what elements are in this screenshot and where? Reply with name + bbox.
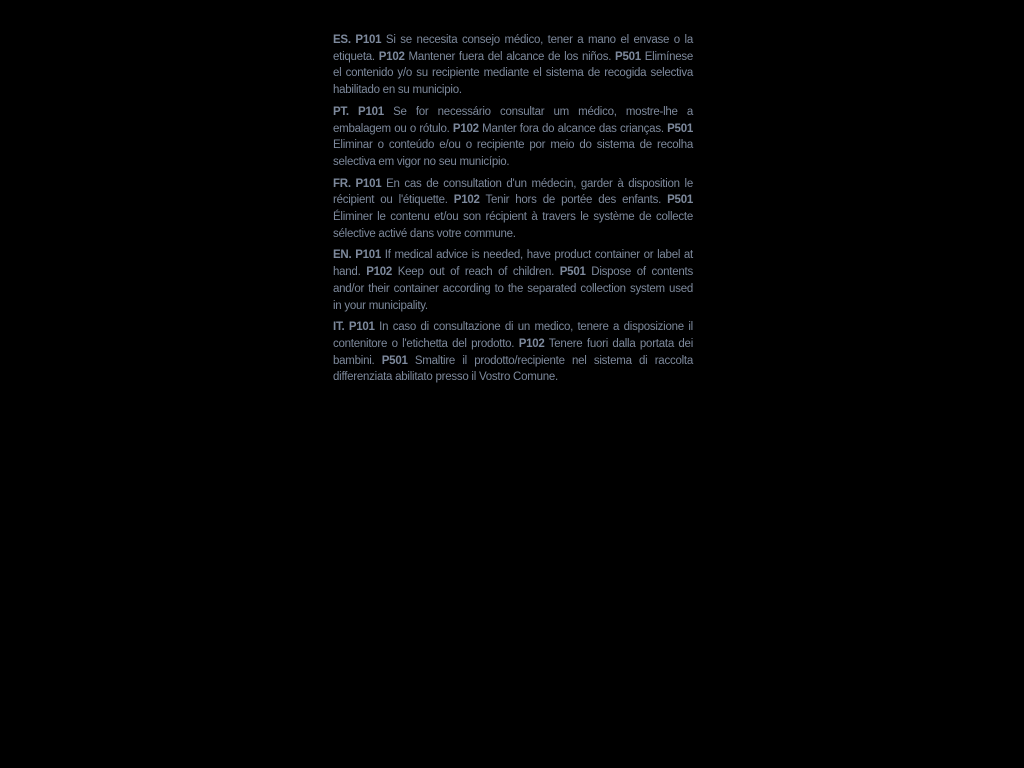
p101-code: P101 (358, 105, 384, 118)
p101-code: P101 (348, 321, 375, 334)
p102-text: Tenir hors de portée des enfants. (479, 194, 668, 207)
language-code-en: EN. (333, 249, 356, 262)
language-code-es: ES. (333, 34, 356, 46)
p102-text: Manter fora do alcance das crianças. (478, 122, 668, 135)
p102-text: Keep out of reach of children. (392, 266, 560, 279)
p501-text: Smaltire il prodotto/recipiente nel sistema di raccolta differenziata abilitato presso il Vostro Comune. (333, 354, 693, 384)
p501-text: Éliminer le contenu et/ou son récipient à travers le système de collecte sélective activé dans votre commune. (333, 211, 693, 240)
p102-code: P102 (453, 194, 480, 207)
statement-paragraph-it (333, 319, 693, 386)
language-code-it: IT. (333, 321, 349, 334)
p101-code: P101 (355, 34, 382, 46)
precautionary-statements-block (333, 32, 693, 386)
p101-code: P101 (355, 177, 382, 190)
p102-code: P102 (366, 266, 393, 279)
p101-text: En cas de consultation d'un médecin, garder à disposition le récipient ou l'étiquette. (333, 177, 693, 207)
statement-paragraph-en (333, 247, 693, 314)
p102-code: P102 (452, 122, 479, 135)
p501-code: P501 (615, 50, 641, 63)
p501-code: P501 (381, 354, 408, 367)
p102-code: P102 (518, 337, 545, 350)
p102-text: Mantener fuera del alcance de los niños. (404, 50, 616, 63)
statement-paragraph-pt (333, 104, 693, 171)
p102-text: Tenere fuori dalla portata dei bambini. (333, 337, 693, 367)
language-code-pt: PT. (333, 105, 359, 118)
p101-text: If medical advice is needed, have product container or label at hand. (333, 249, 693, 279)
p501-text: Elimínese el contenido y/o su recipiente mediante el sistema de recogida selectiva habilitado en su municipio. (333, 50, 694, 97)
p102-code: P102 (378, 50, 405, 63)
p101-code: P101 (355, 249, 382, 262)
p101-text: Se for necessário consultar um médico, mostre-lhe a embalagem ou o rótulo. (333, 105, 693, 135)
p101-text: Si se necesita consejo médico, tener a mano el envase o la etiqueta. (333, 34, 693, 63)
p501-code: P501 (667, 122, 693, 135)
language-code-fr: FR. (333, 177, 356, 190)
p101-text: In caso di consultazione di un medico, tenere a disposizione il contenitore o l'etichetta del prodotto. (333, 321, 693, 350)
p501-code: P501 (667, 194, 693, 207)
p501-code: P501 (559, 266, 586, 279)
statement-paragraph-es (333, 32, 693, 99)
statement-paragraph-fr (333, 176, 693, 243)
p501-text: Eliminar o conteúdo e/ou o recipiente por meio do sistema de recolha selectiva em vigor no seu município. (333, 139, 693, 168)
p501-text: Dispose of contents and/or their container according to the separated collection system used in your municipality. (333, 266, 693, 312)
